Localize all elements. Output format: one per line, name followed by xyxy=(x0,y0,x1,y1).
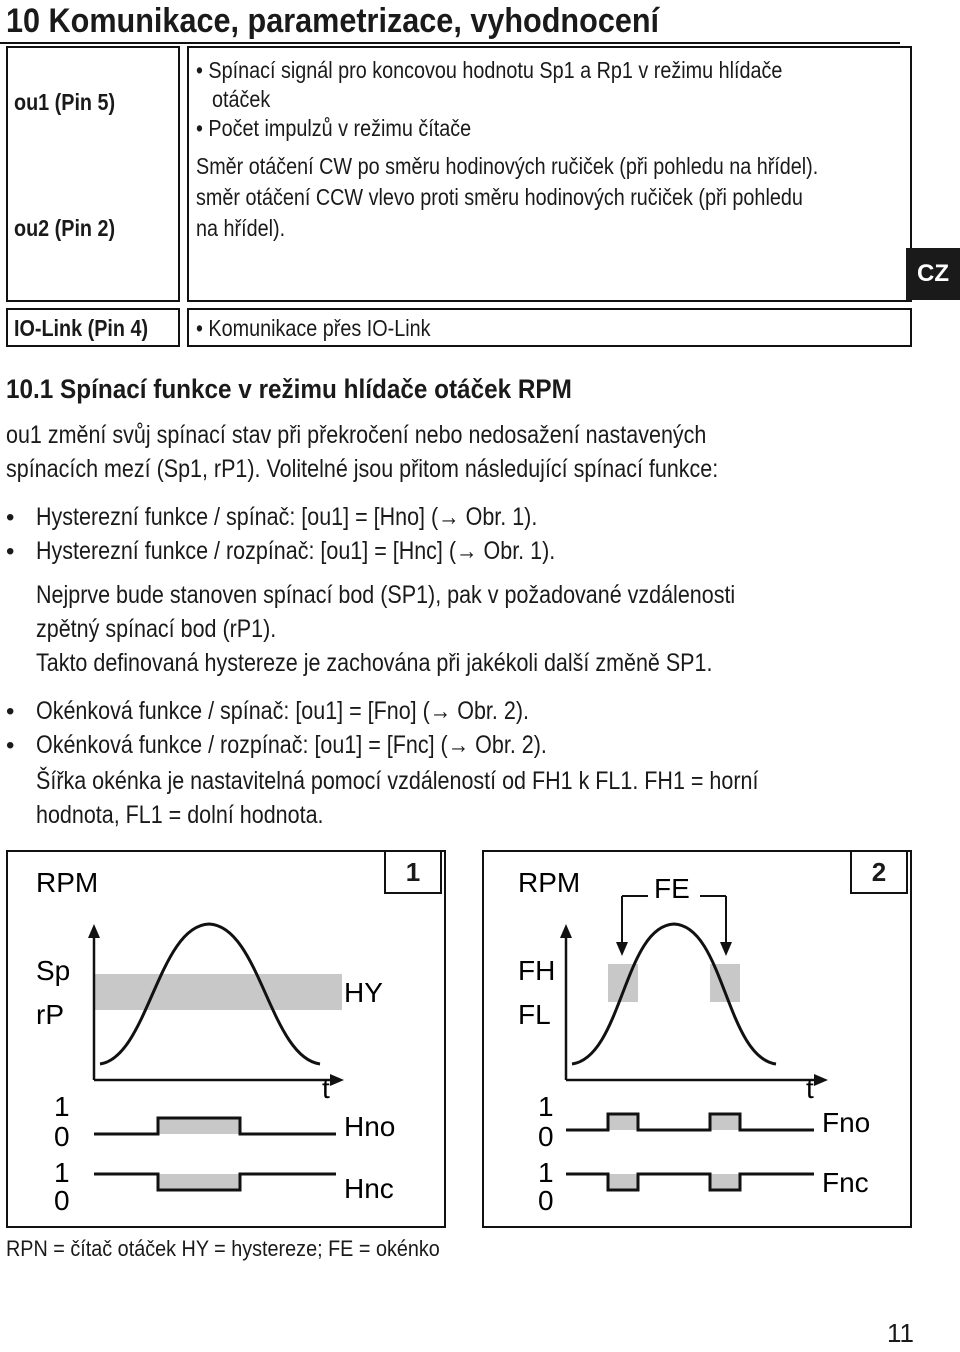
intro-line-1: ou1 změní svůj spínací stav při překročení nebo nedosažení nastavených xyxy=(6,421,707,449)
figure-1-frame xyxy=(6,850,446,1228)
rp-label: rP xyxy=(36,999,64,1030)
x-axis-arrow xyxy=(330,1074,344,1086)
hnc-label: Hnc xyxy=(344,1173,394,1204)
note-a-line-3: Takto definovaná hystereze je zachována při jakékoli další změně SP1. xyxy=(36,649,713,677)
figure-2-one-a: 1 xyxy=(538,1091,554,1122)
title-rule xyxy=(0,42,900,44)
y-axis-arrow xyxy=(88,924,100,938)
ou1-line-3: • Počet impulzů v režimu čítače xyxy=(196,115,472,141)
figure-1-one-a: 1 xyxy=(54,1091,70,1122)
fno-on-band-1 xyxy=(608,1114,638,1130)
table-label-cell-1 xyxy=(6,46,180,302)
figure-2-t-label: t xyxy=(806,1073,814,1104)
bullet-fno: Okénková funkce / spínač: [ou1] = [Fno] (→ Obr. 2). xyxy=(36,697,529,725)
figure-1-t-label: t xyxy=(322,1073,330,1104)
note-a-line-1: Nejprve bude stanoven spínací bod (SP1), pak v požadované vzdálenosti xyxy=(36,581,736,609)
hno-label: Hno xyxy=(344,1111,396,1142)
ou1-line-1: • Spínací signál pro koncovou hodnotu Sp1 a Rp1 v režimu hlídače xyxy=(196,57,783,83)
fno-label: Fno xyxy=(822,1107,871,1138)
figure-1-zero-a: 0 xyxy=(54,1121,70,1152)
fe-arrow-left-head xyxy=(616,942,628,956)
figure-1-number: 1 xyxy=(384,850,442,894)
hy-label: HY xyxy=(344,977,383,1008)
ou2-line-3: na hřídel). xyxy=(196,215,286,241)
sp-label: Sp xyxy=(36,955,71,986)
bullet-dot: • xyxy=(6,504,15,531)
figure-2-number: 2 xyxy=(850,850,908,894)
figure-2-zero-b: 0 xyxy=(538,1185,554,1216)
figure-1-diagram xyxy=(8,852,444,1226)
x-axis-arrow xyxy=(814,1074,828,1086)
fnc-signal xyxy=(566,1174,814,1190)
fe-arrow-right-head xyxy=(720,942,732,956)
figure-2-diagram xyxy=(484,852,910,1226)
figure-2-one-b: 1 xyxy=(538,1157,554,1188)
language-tab: CZ xyxy=(906,248,960,300)
fno-on-band-2 xyxy=(710,1114,740,1130)
label-iolink: IO-Link (Pin 4) xyxy=(14,315,149,341)
ou2-line-2: směr otáčení CCW vlevo proti směru hodinových ručiček (při pohledu xyxy=(196,184,803,210)
bullet-dot: • xyxy=(6,538,15,565)
figure-caption: RPN = čítač otáček HY = hystereze; FE = okénko xyxy=(6,1236,440,1261)
bullet-hno: Hysterezní funkce / spínač: [ou1] = [Hno] (→ Obr. 1). xyxy=(36,503,538,531)
figure-1-one-b: 1 xyxy=(54,1157,70,1188)
rpm-curve xyxy=(572,924,776,1064)
bullet-dot: • xyxy=(6,732,15,759)
bullet-hnc: Hysterezní funkce / rozpínač: [ou1] = [Hnc] (→ Obr. 1). xyxy=(36,537,556,565)
figure-1-ylabel: RPM xyxy=(36,867,99,898)
bullet-fnc: Okénková funkce / rozpínač: [ou1] = [Fnc] (→ Obr. 2). xyxy=(36,731,547,759)
figure-2-ylabel: RPM xyxy=(518,867,581,898)
page-title: 10 Komunikace, parametrizace, vyhodnocení xyxy=(6,2,660,40)
note-b-line-1: Šířka okénka je nastavitelná pomocí vzdáleností od FH1 k FL1. FH1 = horní xyxy=(36,767,759,795)
intro-line-2: spínacích mezí (Sp1, rP1). Volitelné jsou přitom následující spínací funkce: xyxy=(6,455,719,483)
note-a-line-2: zpětný spínací bod (rP1). xyxy=(36,615,277,643)
figure-2-zero-a: 0 xyxy=(538,1121,554,1152)
label-ou2: ou2 (Pin 2) xyxy=(14,215,116,241)
ou2-line-1: Směr otáčení CW po směru hodinových ručiček (při pohledu na hřídel). xyxy=(196,153,819,179)
fno-signal xyxy=(566,1114,814,1130)
note-b-line-2: hodnota, FL1 = dolní hodnota. xyxy=(36,801,324,829)
y-axis-arrow xyxy=(560,924,572,938)
bullet-dot: • xyxy=(6,698,15,725)
fnc-label: Fnc xyxy=(822,1167,869,1198)
fe-label: FE xyxy=(654,873,690,904)
figure-1-zero-b: 0 xyxy=(54,1185,70,1216)
fh-label: FH xyxy=(518,955,556,986)
hnc-off-band xyxy=(158,1174,240,1190)
section-title: 10.1 Spínací funkce v režimu hlídače otáček RPM xyxy=(6,374,572,404)
page-number: 11 xyxy=(887,1318,914,1348)
label-ou1: ou1 (Pin 5) xyxy=(14,89,116,115)
fl-label: FL xyxy=(518,999,551,1030)
fnc-off-band-2 xyxy=(710,1174,740,1190)
fnc-off-band-1 xyxy=(608,1174,638,1190)
ou1-line-2: otáček xyxy=(212,86,271,112)
figure-2-frame xyxy=(482,850,912,1228)
iolink-line-1: • Komunikace přes IO-Link xyxy=(196,315,431,341)
hno-on-band xyxy=(158,1118,240,1134)
hysteresis-band xyxy=(94,974,342,1010)
